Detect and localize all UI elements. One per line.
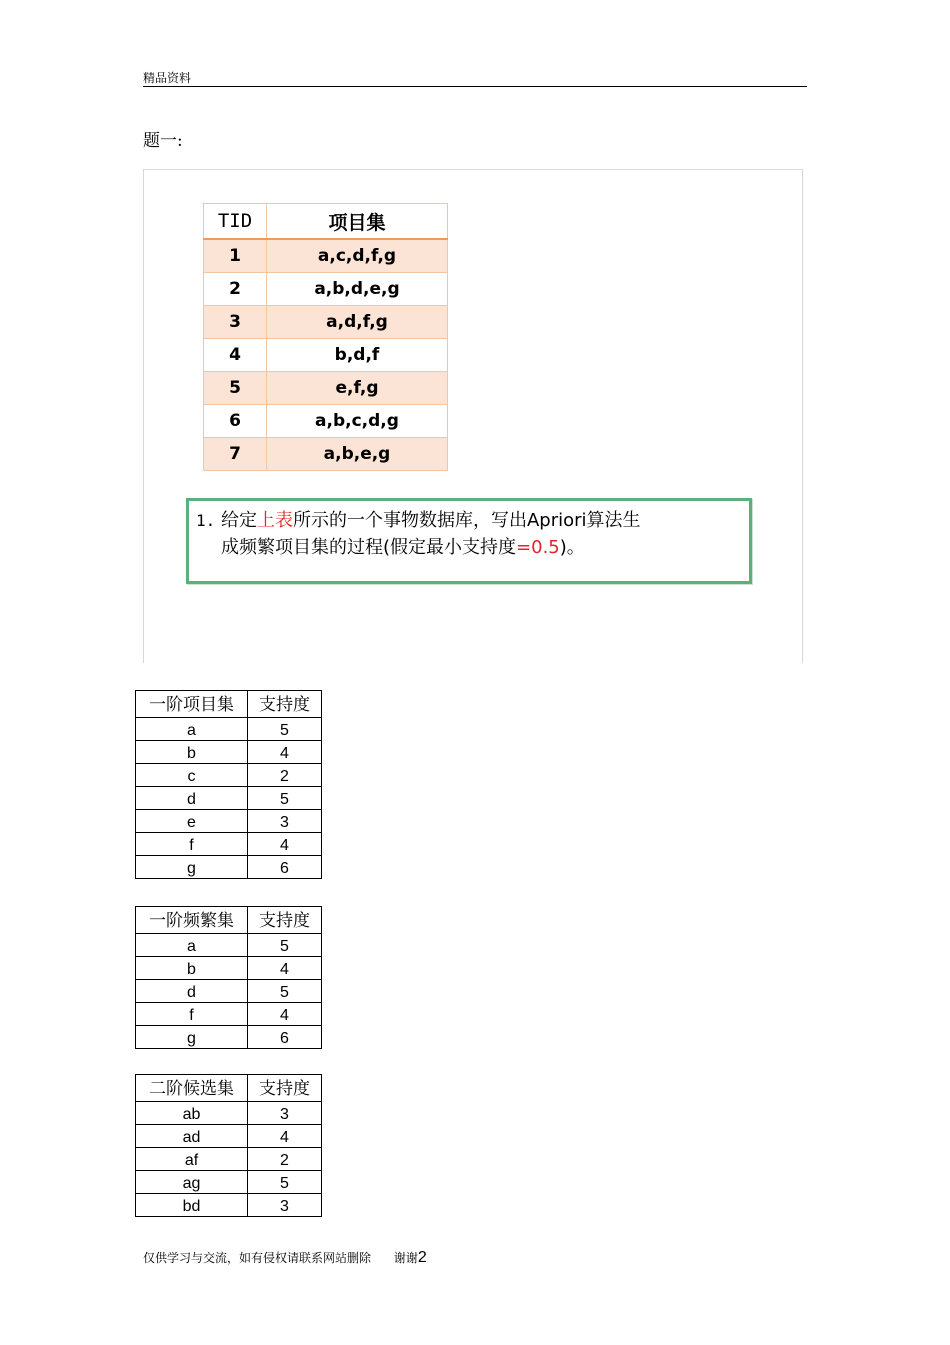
itemset-cell: a,c,d,f,g <box>267 239 448 273</box>
itemset-cell: b,d,f <box>267 339 448 372</box>
question-part1: 给定 <box>221 510 257 531</box>
table-row <box>136 856 322 879</box>
question-number: 1. <box>196 511 216 530</box>
table-row <box>136 980 322 1003</box>
table-row <box>136 1194 322 1217</box>
table-header-row <box>136 691 322 718</box>
transaction-table <box>203 203 448 471</box>
support-column-header: 支持度 <box>248 907 322 934</box>
tid-cell: 3 <box>204 306 267 339</box>
tid-cell: 7 <box>204 438 267 471</box>
table-row <box>136 833 322 856</box>
table-row <box>136 787 322 810</box>
support-cell: 3 <box>248 1102 322 1125</box>
support-cell: 5 <box>248 1171 322 1194</box>
first-order-itemset-table <box>135 690 322 879</box>
itemset-column-header: 一阶频繁集 <box>136 907 248 934</box>
page-number: 2 <box>417 1249 427 1266</box>
table-row <box>136 741 322 764</box>
question-box <box>186 498 752 584</box>
table-row <box>136 718 322 741</box>
tid-cell: 2 <box>204 273 267 306</box>
itemset-cell: g <box>136 1026 248 1049</box>
support-cell: 3 <box>248 810 322 833</box>
table-row <box>136 1125 322 1148</box>
itemset-cell: ab <box>136 1102 248 1125</box>
question-figure <box>143 169 803 663</box>
transaction-row <box>204 306 448 339</box>
support-cell: 4 <box>248 741 322 764</box>
question-highlight-1: 上表 <box>257 510 293 531</box>
itemset-cell: ag <box>136 1171 248 1194</box>
support-column-header: 支持度 <box>248 691 322 718</box>
itemset-cell: f <box>136 833 248 856</box>
transaction-row <box>204 273 448 306</box>
itemset-cell: a,b,c,d,g <box>267 405 448 438</box>
itemset-cell: a <box>136 934 248 957</box>
table-row <box>136 934 322 957</box>
itemset-cell: c <box>136 764 248 787</box>
first-order-frequent-table <box>135 906 322 1049</box>
itemset-cell: a,b,e,g <box>267 438 448 471</box>
page-header <box>143 67 807 87</box>
question-text <box>196 507 741 561</box>
tid-cell: 1 <box>204 239 267 273</box>
itemset-cell: g <box>136 856 248 879</box>
support-cell: 2 <box>248 1148 322 1171</box>
question-part4: 成频繁项目集的过程(假定最小支持度 <box>221 537 517 558</box>
table-row <box>136 764 322 787</box>
footer-thanks: 谢谢 <box>393 1251 418 1265</box>
second-order-candidate-table <box>135 1074 322 1217</box>
itemset-cell: e,f,g <box>267 372 448 405</box>
itemset-cell: d <box>136 980 248 1003</box>
question-title: 题一: <box>143 131 183 151</box>
itemset-cell: a <box>136 718 248 741</box>
page-footer <box>143 1249 427 1267</box>
itemset-cell: b <box>136 741 248 764</box>
itemset-cell: a,b,d,e,g <box>267 273 448 306</box>
transaction-row <box>204 339 448 372</box>
itemset-cell: f <box>136 1003 248 1026</box>
support-cell: 5 <box>248 934 322 957</box>
header-text: 精品资料 <box>143 71 192 85</box>
support-column-header: 支持度 <box>248 1075 322 1102</box>
itemset-cell: a,d,f,g <box>267 306 448 339</box>
table-row <box>136 957 322 980</box>
support-cell: 4 <box>248 833 322 856</box>
question-part6: )。 <box>559 537 585 558</box>
tid-cell: 6 <box>204 405 267 438</box>
itemset-cell: bd <box>136 1194 248 1217</box>
itemset-column-header: 二阶候选集 <box>136 1075 248 1102</box>
itemset-cell: b <box>136 957 248 980</box>
itemset-cell: d <box>136 787 248 810</box>
table-row <box>136 1102 322 1125</box>
support-cell: 4 <box>248 1125 322 1148</box>
support-cell: 3 <box>248 1194 322 1217</box>
table-row <box>136 1148 322 1171</box>
support-cell: 6 <box>248 856 322 879</box>
question-highlight-2: =0.5 <box>516 537 560 558</box>
transaction-row <box>204 372 448 405</box>
support-cell: 5 <box>248 787 322 810</box>
question-part3: 所示的一个事物数据库，写出Apriori算法生 <box>293 510 641 531</box>
table-row <box>136 1003 322 1026</box>
support-cell: 5 <box>248 718 322 741</box>
table-row <box>136 810 322 833</box>
tid-cell: 4 <box>204 339 267 372</box>
itemset-cell: af <box>136 1148 248 1171</box>
transaction-row <box>204 405 448 438</box>
transaction-row <box>204 438 448 471</box>
table-row <box>136 1026 322 1049</box>
itemset-header: 项目集 <box>267 204 448 240</box>
itemset-cell: e <box>136 810 248 833</box>
transaction-row <box>204 239 448 273</box>
itemset-column-header: 一阶项目集 <box>136 691 248 718</box>
support-cell: 6 <box>248 1026 322 1049</box>
support-cell: 5 <box>248 980 322 1003</box>
support-cell: 4 <box>248 957 322 980</box>
table-header-row <box>136 907 322 934</box>
support-cell: 2 <box>248 764 322 787</box>
table-row <box>136 1171 322 1194</box>
tid-header: TID <box>204 204 267 240</box>
table-header-row <box>136 1075 322 1102</box>
itemset-cell: ad <box>136 1125 248 1148</box>
support-cell: 4 <box>248 1003 322 1026</box>
footer-text: 仅供学习与交流，如有侵权请联系网站删除 <box>143 1251 372 1265</box>
tid-cell: 5 <box>204 372 267 405</box>
